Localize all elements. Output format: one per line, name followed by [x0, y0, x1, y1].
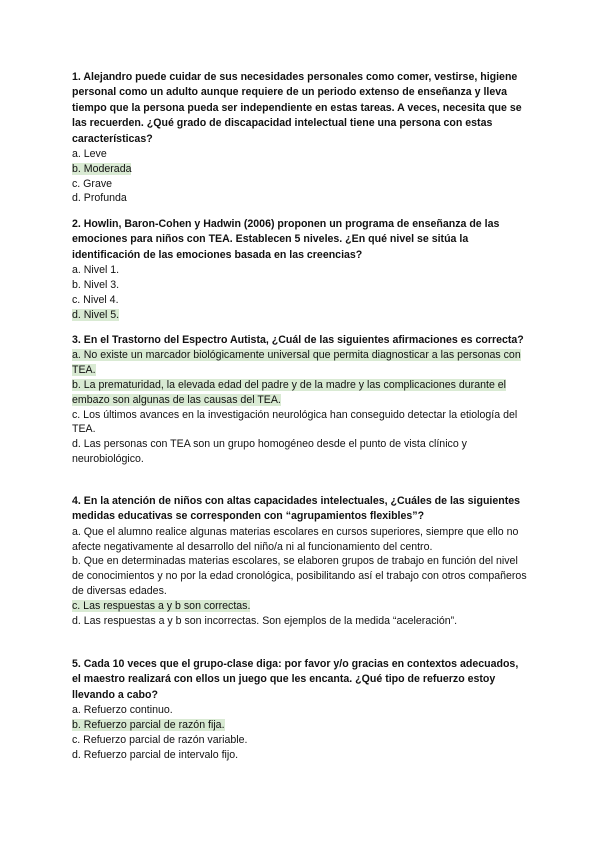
question-3: [72, 333, 528, 467]
option-b: [72, 162, 528, 177]
option-text: d. Profunda: [72, 192, 127, 205]
question-5: [72, 657, 528, 762]
option-a: [72, 525, 528, 555]
correct-answer-highlight: b. La prematuridad, la elevada edad del padre y de la madre y las complicaciones durante el embazo son algunas de las causas del TEA.: [72, 379, 507, 406]
option-c: [72, 599, 528, 614]
correct-answer-highlight: c. Las respuestas a y b son correctas.: [72, 599, 251, 612]
option-a: [72, 703, 528, 718]
question-text: 1. Alejandro puede cuidar de sus necesidades personales como comer, vestirse, higiene personal como un adulto aunque requiere de un periodo extenso de enseñanza y lleva tiempo que la persona pueda ser independiente en estas tareas. A veces, necesita que se las recuerden. ¿Qué grado de discapacidad intelectual tiene una persona con estas características?: [72, 71, 522, 145]
question-4: [72, 494, 528, 628]
option-d: [72, 614, 528, 629]
option-c: [72, 733, 528, 748]
answer-options: [72, 703, 528, 762]
option-d: [72, 191, 528, 206]
option-d: [72, 748, 528, 763]
option-b: [72, 718, 528, 733]
option-c: [72, 293, 528, 308]
option-text: a. Que el alumno realice algunas materias escolares en cursos superiores, siempre que ello no afecte negativamente al desarrollo del niño/a ni al funcionamiento del centro.: [72, 525, 519, 553]
option-text: b. Nivel 3.: [72, 279, 120, 292]
question-2: [72, 217, 528, 322]
option-text: d. Las respuestas a y b son incorrectas. Son ejemplos de la medida “aceleración”.: [72, 614, 458, 627]
question-text: 3. En el Trastorno del Espectro Autista, ¿Cuál de las siguientes afirmaciones es correcta?: [72, 334, 524, 346]
option-text: a. Leve: [72, 148, 107, 161]
option-text: a. Nivel 1.: [72, 264, 120, 277]
option-text: c. Grave: [72, 177, 113, 190]
option-b: [72, 378, 528, 408]
option-a: [72, 147, 528, 162]
answer-options: [72, 525, 528, 629]
option-c: [72, 177, 528, 192]
option-b: [72, 554, 528, 598]
option-d: [72, 437, 528, 467]
correct-answer-highlight: b. Moderada: [72, 162, 132, 175]
correct-answer-highlight: d. Nivel 5.: [72, 308, 120, 321]
answer-options: [72, 348, 528, 466]
correct-answer-highlight: b. Refuerzo parcial de razón fija.: [72, 719, 225, 732]
option-text: c. Refuerzo parcial de razón variable.: [72, 733, 248, 746]
option-d: [72, 308, 528, 323]
option-text: c. Nivel 4.: [72, 293, 119, 306]
option-text: d. Refuerzo parcial de intervalo fijo.: [72, 748, 239, 761]
question-text: 4. En la atención de niños con altas capacidades intelectuales, ¿Cuáles de las siguientes medidas educativas se corresponden con “agrupamientos flexibles”?: [72, 495, 521, 523]
question-text: 2. Howlin, Baron-Cohen y Hadwin (2006) proponen un programa de enseñanza de las emociones para niños con TEA. Establecen 5 niveles. ¿En qué nivel se sitúa la identificación de las emociones basada en las creencias?: [72, 218, 500, 261]
option-b: [72, 278, 528, 293]
option-a: [72, 348, 528, 378]
option-c: [72, 408, 528, 438]
question-1: [72, 70, 528, 206]
option-text: c. Los últimos avances en la investigación neurológica han conseguido detectar la etiología del TEA.: [72, 408, 518, 436]
option-text: a. Refuerzo continuo.: [72, 704, 173, 717]
option-text: b. Que en determinadas materias escolares, se elaboren grupos de trabajo en función del nivel de conocimientos y no por la edad cronológica, posibilitando así el trabajo con otros compañeros de diversas edades.: [72, 555, 527, 597]
question-text: 5. Cada 10 veces que el grupo-clase diga: por favor y/o gracias en contextos adecuados, el maestro realizará con ellos un juego que les encanta. ¿Qué tipo de refuerzo estoy llevando a cabo?: [72, 658, 519, 701]
correct-answer-highlight: a. No existe un marcador biológicamente universal que permita diagnosticar a las personas con TEA.: [72, 349, 521, 377]
answer-options: [72, 263, 528, 322]
option-a: [72, 263, 528, 278]
answer-options: [72, 147, 528, 206]
option-text: d. Las personas con TEA son un grupo homogéneo desde el punto de vista clínico y neurobiológico.: [72, 438, 467, 465]
